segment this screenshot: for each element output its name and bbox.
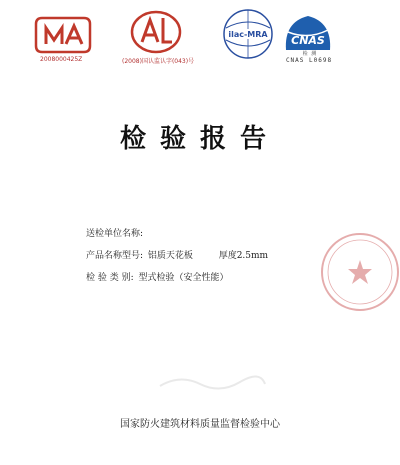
cnas-logo bbox=[282, 12, 334, 54]
product-label: 产品名称型号: bbox=[86, 251, 144, 261]
cnas-code: CNAS L0698 bbox=[285, 57, 333, 64]
type-field bbox=[86, 270, 229, 283]
sender-field bbox=[86, 226, 148, 239]
type-value: 型式检验（安全性能） bbox=[138, 273, 229, 283]
cal-number: (2008)国认监认字(043)号 bbox=[122, 58, 195, 65]
cnas-label: 检 测 bbox=[302, 51, 318, 57]
product-field bbox=[86, 248, 268, 261]
ilac-mra-logo bbox=[222, 8, 274, 60]
sender-label: 送检单位名称: bbox=[86, 229, 144, 239]
thickness-value: 厚度2.5mm bbox=[218, 251, 269, 261]
product-value: 铝质天花板 bbox=[147, 251, 193, 261]
report-title: 检验报告 bbox=[119, 124, 280, 154]
svg-text:ilac-MRA: ilac-MRA bbox=[228, 30, 268, 39]
svg-text:CNAS: CNAS bbox=[291, 34, 325, 47]
cma-number: 2008000425Z bbox=[40, 56, 83, 63]
issuer-name: 国家防火建筑材料质量监督检验中心 bbox=[120, 419, 280, 430]
cal-logo bbox=[130, 10, 182, 54]
watermark bbox=[150, 372, 270, 392]
official-stamp bbox=[318, 230, 400, 314]
cma-logo bbox=[32, 16, 94, 54]
type-label: 检 验 类 别: bbox=[86, 273, 134, 283]
